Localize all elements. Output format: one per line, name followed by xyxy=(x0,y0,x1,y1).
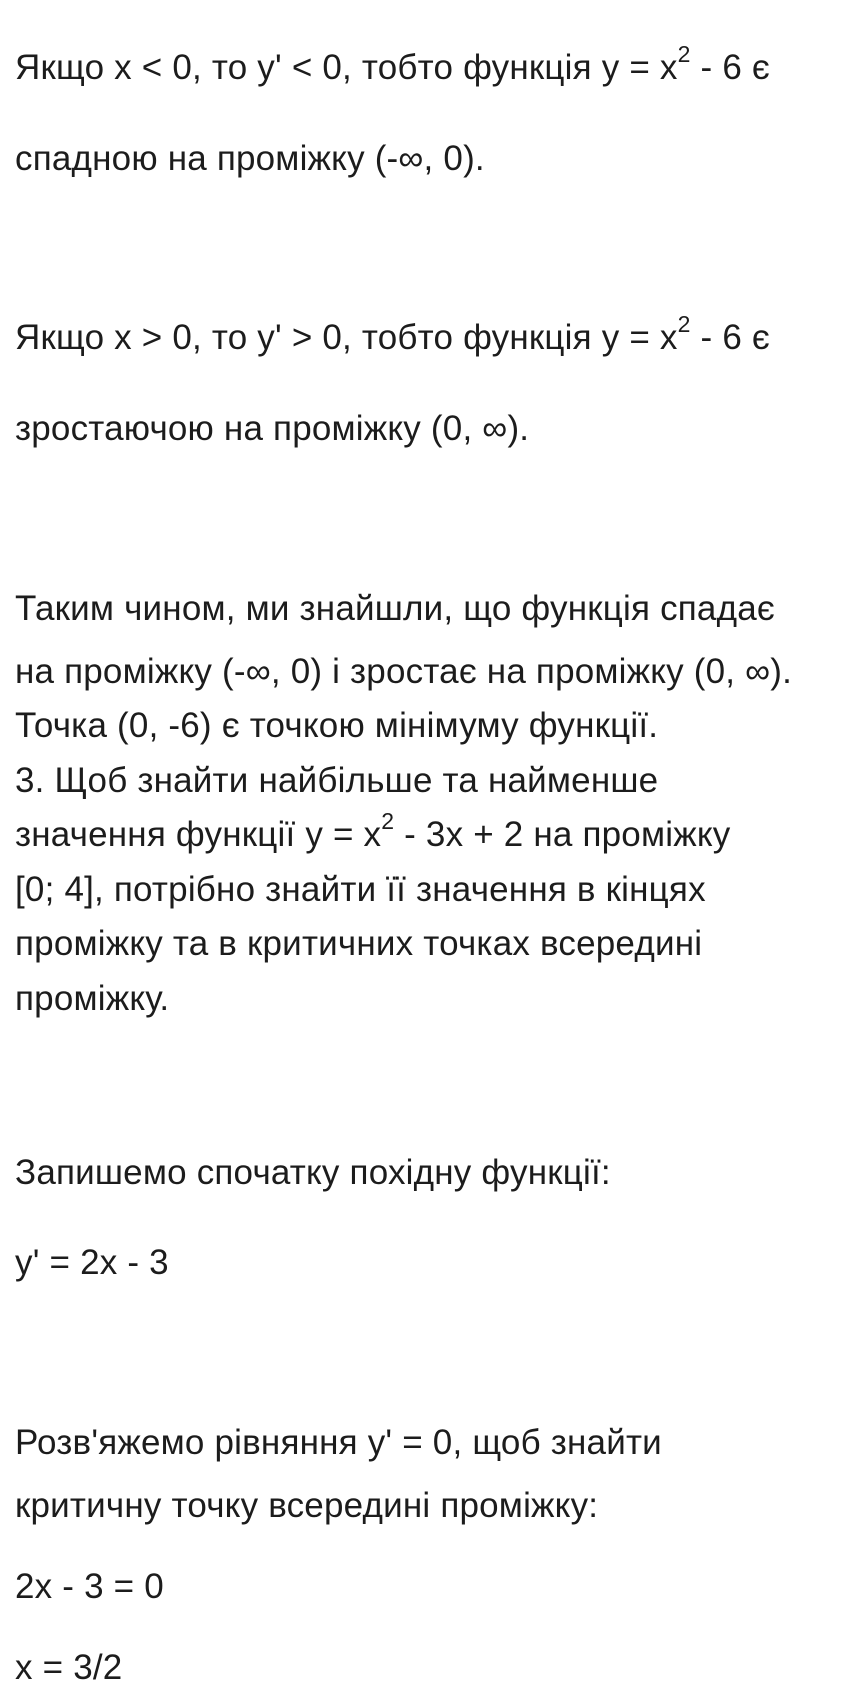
equation: 2x - 3 = 0 xyxy=(15,1567,164,1606)
text-segment: значення функції y = x xyxy=(15,815,382,854)
text-segment: Якщо x < 0, то y' < 0, тобто функція y = x xyxy=(15,48,678,87)
paragraph-conclusion-line-6: [0; 4], потрібно знайти її значення в кінцях xyxy=(15,870,706,909)
paragraph-derivative-intro: Запишемо спочатку похідну функції: xyxy=(15,1153,611,1192)
paragraph-decreasing-line-1 xyxy=(15,41,770,88)
paragraph-increasing-line-1 xyxy=(15,311,770,358)
paragraph-conclusion-line-1: Таким чином, ми знайшли, що функція спадає xyxy=(15,589,775,628)
paragraph-solve-line-1: Розв'яжемо рівняння y' = 0, щоб знайти xyxy=(15,1423,662,1462)
paragraph-conclusion-line-2: на проміжку (-∞, 0) і зростає на проміжку (0, ∞). xyxy=(15,652,793,691)
paragraph-conclusion-line-4: 3. Щоб знайти найбільше та найменше xyxy=(15,761,659,800)
text-segment: - 6 є xyxy=(690,318,770,357)
superscript-exponent: 2 xyxy=(677,311,691,338)
paragraph-conclusion-line-5 xyxy=(15,808,731,855)
paragraph-solve-line-2: критичну точку всередині проміжку: xyxy=(15,1486,599,1525)
paragraph-conclusion-line-7: проміжку та в критичних точках всередині xyxy=(15,924,703,963)
superscript-exponent: 2 xyxy=(677,41,691,68)
paragraph-conclusion-line-8: проміжку. xyxy=(15,979,170,1018)
text-segment: - 3x + 2 на проміжку xyxy=(394,815,731,854)
text-segment: - 6 є xyxy=(690,48,770,87)
superscript-exponent: 2 xyxy=(381,808,395,835)
derivative-formula: y' = 2x - 3 xyxy=(15,1243,169,1282)
paragraph-decreasing-line-2: спадною на проміжку (-∞, 0). xyxy=(15,139,485,178)
text-segment: Якщо x > 0, то y' > 0, тобто функція y = x xyxy=(15,318,678,357)
paragraph-conclusion-line-3: Точка (0, -6) є точкою мінімуму функції. xyxy=(15,706,659,745)
solution: x = 3/2 xyxy=(15,1648,123,1687)
paragraph-increasing-line-2: зростаючою на проміжку (0, ∞). xyxy=(15,409,530,448)
